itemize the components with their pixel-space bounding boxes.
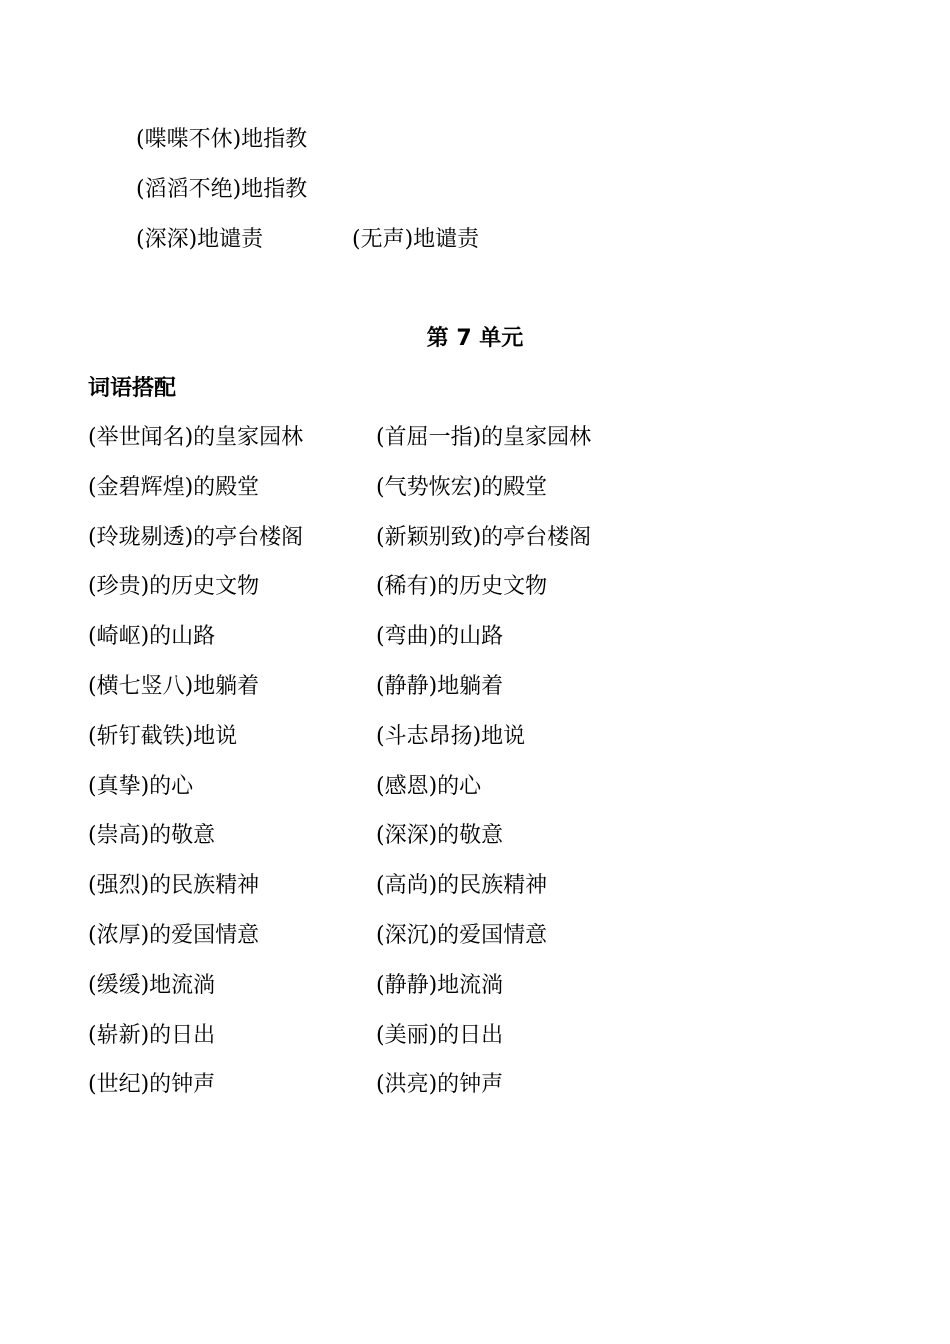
phrase-right: (斗志昂扬)地说: [376, 723, 526, 749]
phrase-pair-row: [88, 723, 788, 773]
phrase-right: (美丽)的日出: [376, 1022, 504, 1048]
phrase-pair-row: [88, 922, 788, 972]
section-title: 词语搭配: [88, 376, 177, 401]
phrase-left: (崭新)的日出: [88, 1022, 216, 1048]
phrase-right: (高尚)的民族精神: [376, 873, 548, 899]
phrase-left: (珍贵)的历史文物: [88, 574, 260, 600]
phrase-left: (举世闻名)的皇家园林: [88, 425, 304, 450]
phrase-right: (深深)的敬意: [376, 823, 504, 849]
phrase-pair-row: [88, 524, 788, 574]
phrase-pair-row: [88, 773, 788, 823]
phrase-right: (稀有)的历史文物: [376, 574, 548, 600]
phrase-pair-row: [88, 822, 788, 872]
phrase-right: (静静)地流淌: [376, 972, 504, 998]
phrase-line-4: (无声)地谴责: [352, 227, 480, 252]
phrase-line-2: (滔滔不绝)地指教: [136, 177, 308, 202]
phrase-left: (强烈)的民族精神: [88, 873, 260, 899]
phrase-left: (横七竖八)地躺着: [88, 673, 260, 699]
phrase-pair-row: [88, 424, 788, 474]
phrase-right: (感恩)的心: [376, 773, 482, 799]
phrase-pair-list: [88, 424, 788, 1121]
phrase-pair-row: [88, 673, 788, 723]
phrase-line-3: (深深)地谴责: [136, 227, 264, 252]
phrase-left: (崎岖)的山路: [88, 624, 216, 650]
phrase-pair-row: [88, 573, 788, 623]
phrase-left: (斩钉截铁)地说: [88, 723, 238, 749]
phrase-right: (首屈一指)的皇家园林: [376, 425, 592, 450]
phrase-line-1: (喋喋不休)地指教: [136, 127, 308, 152]
phrase-pair-row: [88, 623, 788, 673]
phrase-left: (真挚)的心: [88, 773, 194, 799]
phrase-pair-row: [88, 474, 788, 524]
phrase-pair-row: [88, 872, 788, 922]
phrase-right: (洪亮)的钟声: [376, 1072, 504, 1098]
phrase-right: (弯曲)的山路: [376, 624, 504, 650]
phrase-right: (气势恢宏)的殿堂: [376, 474, 548, 500]
phrase-left: (世纪)的钟声: [88, 1072, 216, 1098]
phrase-left: (金碧辉煌)的殿堂: [88, 474, 260, 500]
phrase-left: (崇高)的敬意: [88, 823, 216, 849]
phrase-right: (静静)地躺着: [376, 673, 504, 699]
phrase-left: (缓缓)地流淌: [88, 972, 216, 998]
unit-title: 第 7 单元: [426, 326, 524, 351]
phrase-pair-row: [88, 1071, 788, 1121]
phrase-left: (玲珑剔透)的亭台楼阁: [88, 524, 304, 550]
phrase-left: (浓厚)的爱国情意: [88, 922, 260, 948]
phrase-right: (新颖别致)的亭台楼阁: [376, 524, 592, 550]
phrase-pair-row: [88, 1022, 788, 1072]
phrase-right: (深沉)的爱国情意: [376, 922, 548, 948]
phrase-pair-row: [88, 972, 788, 1022]
